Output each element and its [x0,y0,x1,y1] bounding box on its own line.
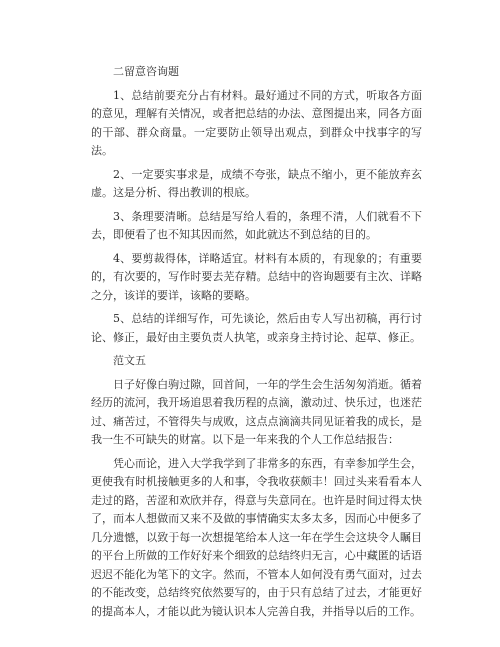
paragraph: 4、要剪裁得体，详略适宜。材料有本质的，有现象的；有重要的，有次要的，写作时要去芜存精。总结中的咨询题要有主次、详略之分，该详的要详，该略的要略。 [91,251,422,302]
paragraph: 日子好像白驹过隙，回首间，一年的学生会生活匆匆消逝。循着经历的流河，我开场追思着我历程的点滴，激动过、快乐过，也迷茫过、痛苦过，不管得失与成败，这点点滴滴共同见证着我的成长，是我一生不可缺失的财富。以下是一年来我的个人工作总结报告： [91,377,422,446]
section-heading: 二留意咨询题 [113,65,179,78]
paragraph: 3、条理要清晰。总结是写给人看的，条理不清，人们就看不下去，即便看了也不知其因而然，如此就达不到总结的目的。 [91,209,422,241]
paragraph: 5、总结的详细写作，可先谈论，然后由专人写出初稿，再行讨论、修正，最好由主要负责人执笔，或亲身主持讨论、起草、修正。 [91,312,422,344]
document-body [91,63,422,626]
paragraph: 凭心而论，进入大学我学到了非常多的东西，有幸参加学生会，更使我有时机接触更多的人和事，令我收获颇丰！回过头来看看本人走过的路，苦涩和欢欣并存，得意与失意同在。也许是时间过得太快了，而本人想做而又来不及做的事情确实太多太多，因而心中便多了几分遗憾，以致于每一次想提笔给本人这一年在学生会这块令人瞩目的平台上所做的工作好好来个细致的总结终归无言，心中藏匿的话语迟迟不能化为笔下的文字。然而，不管本人如何没有勇气面对，过去的不能改变，总结终究依然要写的，由于只有总结了过去，才能更好的提高本人，才能以此为镜认识本人完善自我，并指导以后的工作。 [91,456,422,618]
section-heading: 范文五 [113,354,146,367]
paragraph: 2、一定要实事求是，成绩不夸张，缺点不缩小，更不能放弃玄虚。这是分析、得出教训的根底。 [91,167,422,199]
paragraph: 1、总结前要充分占有材料。最好通过不同的方式，听取各方面的意见，理解有关情况，或者把总结的办法、意图提出来，同各方面的干部、群众商量。一定要防止领导出观点，到群众中找事字的写法。 [91,88,422,157]
